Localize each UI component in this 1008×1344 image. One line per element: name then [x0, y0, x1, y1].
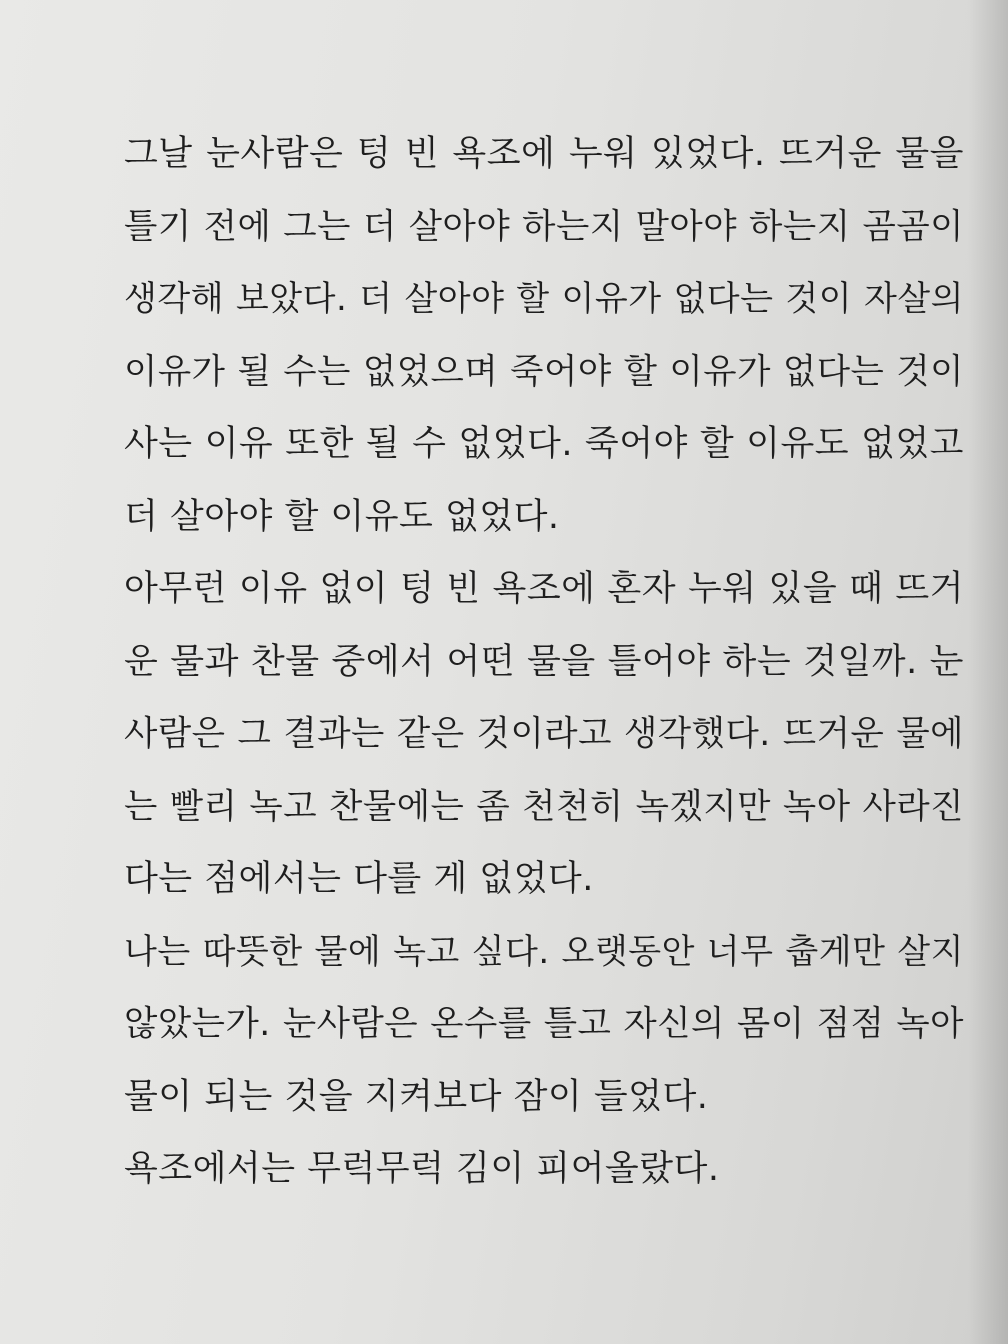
text-line: 사는 이유 또한 될 수 없었다. 죽어야 할 이유도 없었고: [124, 424, 964, 464]
text-line: 더 살아야 할 이유도 없었다.: [124, 496, 560, 537]
text-line: 나는 따뜻한 물에 녹고 싶다. 오랫동안 너무 춥게만 살지: [124, 931, 964, 972]
text-line: 생각해 보았다. 더 살아야 할 이유가 없다는 것이 자살의: [124, 279, 964, 319]
page-edge-shadow: [968, 0, 1008, 1344]
text-line: 그날 눈사람은 텅 빈 욕조에 누워 있었다. 뜨거운 물을: [124, 134, 964, 174]
text-line: 이유가 될 수는 없었으며 죽어야 할 이유가 없다는 것이: [124, 351, 964, 392]
body-text: [124, 118, 964, 1206]
text-line: 는 빨리 녹고 찬물에는 좀 천천히 녹겠지만 녹아 사라진: [124, 786, 964, 827]
text-line: 사람은 그 결과는 같은 것이라고 생각했다. 뜨거운 물에: [124, 714, 964, 754]
text-line: 다는 점에서는 다를 게 없었다.: [124, 859, 594, 899]
text-line: 아무런 이유 없이 텅 빈 욕조에 혼자 누워 있을 때 뜨거: [124, 569, 964, 609]
text-line: 운 물과 찬물 중에서 어떤 물을 틀어야 하는 것일까. 눈: [124, 641, 964, 682]
text-line: 물이 되는 것을 지켜보다 잠이 들었다.: [124, 1076, 709, 1117]
text-line: 욕조에서는 무럭무럭 김이 피어올랐다.: [124, 1149, 720, 1189]
text-line: 않았는가. 눈사람은 온수를 틀고 자신의 몸이 점점 녹아: [124, 1004, 964, 1044]
text-line: 틀기 전에 그는 더 살아야 하는지 말아야 하는지 곰곰이: [124, 206, 964, 247]
